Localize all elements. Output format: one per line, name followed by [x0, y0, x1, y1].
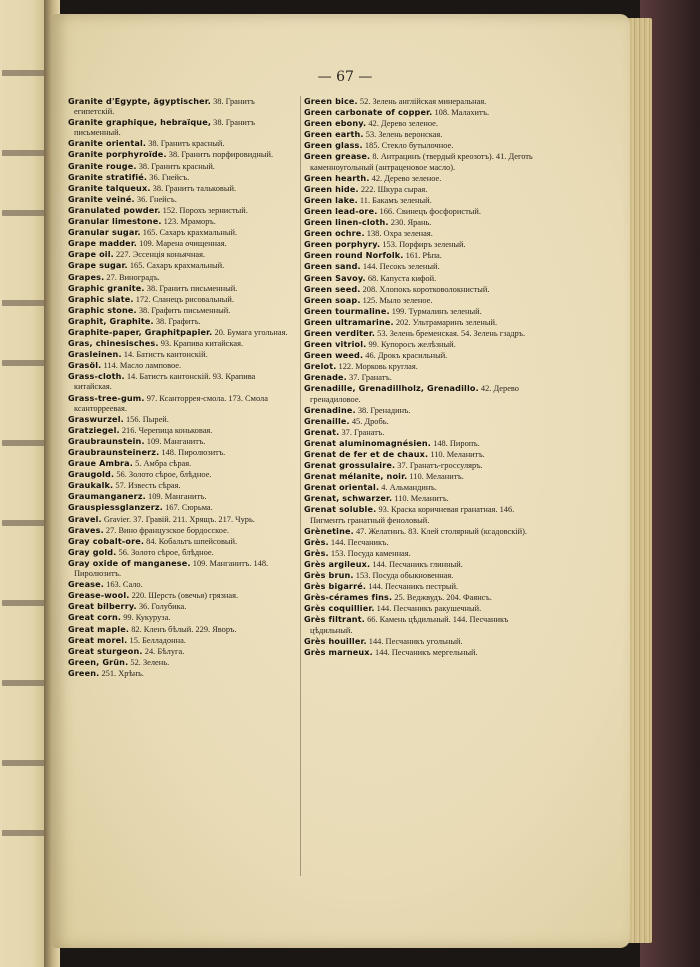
entry-headword: Grenat de fer et de chaux. — [304, 449, 429, 459]
entry-definition: 153. Посуда каменная. — [328, 548, 411, 558]
entry-definition: 216. Черепица коньковая. — [119, 425, 213, 435]
dictionary-entry — [68, 238, 294, 249]
entry-definition: 99. Купоросъ желѣзный. — [366, 340, 456, 350]
entry-definition: 110. Меланитъ. — [392, 494, 449, 504]
dictionary-entry — [68, 635, 294, 646]
entry-definition: 38. Гранитъ письменный. — [74, 118, 255, 138]
entry-definition: 38. Гренадинъ. — [355, 405, 411, 415]
dictionary-entry — [304, 328, 536, 339]
dictionary-entry — [304, 261, 536, 272]
entry-headword: Green bice. — [304, 96, 358, 106]
dictionary-entry — [68, 371, 294, 392]
dictionary-entry — [68, 249, 294, 260]
dictionary-entry — [304, 206, 536, 217]
dictionary-entry — [304, 471, 536, 482]
dictionary-entry — [304, 449, 536, 460]
column-divider — [300, 96, 301, 876]
entry-definition: 185. Стекло бутылочное. — [362, 141, 454, 151]
entry-headword: Green carbonate of copper. — [304, 107, 433, 118]
entry-definition: 109. Манганитъ. — [144, 436, 206, 446]
entry-headword: Grenat mélanite, noir. — [304, 471, 408, 482]
dictionary-entry — [68, 547, 294, 558]
entry-definition: 208. Хлопокъ коротковолокнистый. — [360, 284, 490, 294]
dictionary-entry — [304, 460, 536, 471]
dictionary-entry — [68, 491, 294, 502]
dictionary-entry — [304, 636, 536, 647]
entry-headword: Grènetine. — [304, 525, 354, 536]
entry-headword: Grenat soluble. — [304, 504, 377, 515]
entry-headword: Grenade. — [304, 372, 347, 383]
entry-definition: 144. Песокъ зеленый. — [360, 262, 440, 272]
dictionary-entry — [304, 438, 536, 449]
right-column — [304, 96, 536, 658]
entry-definition: 82. Кленъ бѣлый. 229. Яворъ. — [129, 624, 237, 634]
left-column — [68, 96, 294, 679]
entry-headword: Green verditer. — [304, 327, 376, 338]
entry-headword: Graphic stone. — [68, 304, 137, 315]
dictionary-entry — [68, 601, 294, 612]
entry-definition: 122. Морковь круглая. — [336, 362, 418, 372]
entry-headword: Grenat grossulaire. — [304, 460, 396, 471]
dictionary-entry — [68, 480, 294, 491]
entry-definition: 227. Эссенція коньячная. — [113, 250, 206, 260]
entry-headword: Grape oil. — [68, 249, 114, 260]
dictionary-entry — [304, 570, 536, 581]
entry-definition: 202. Ультрамаринъ зеленый. — [393, 317, 498, 327]
dictionary-entry — [68, 272, 294, 283]
entry-headword: Grès bigarré. — [304, 581, 367, 592]
entry-headword: Grenat oriental. — [304, 482, 380, 493]
dictionary-entry — [68, 558, 294, 579]
entry-definition: 57. Известь сѣрая. — [113, 481, 181, 491]
entry-headword: Granite graphique, hebraïque, — [68, 117, 212, 128]
dictionary-entry — [68, 96, 294, 117]
entry-definition: 97. Ксанторрея-смола. 173. Смола ксанторреевая. — [74, 393, 268, 413]
entry-definition: 37. Гранатъ. — [346, 373, 392, 383]
dictionary-entry — [304, 493, 536, 504]
entry-headword: Green soap. — [304, 294, 361, 305]
entry-definition: 4. Альмандинъ. — [379, 483, 437, 493]
entry-definition: 38. Гранитъ красный. — [146, 139, 225, 149]
entry-headword: Green ultramarine. — [304, 316, 394, 327]
entry-headword: Graubraunsteinerz. — [68, 447, 160, 457]
entry-definition: 110. Меланитъ. — [428, 450, 485, 459]
entry-definition: 144. Песчаникъ угольный. — [366, 636, 463, 646]
entry-definition: 84. Кобальтъ шпейсовый. — [144, 536, 238, 546]
entry-definition: 36. Гнейсъ. — [134, 194, 177, 204]
entry-definition: 66. Камень цѣдильный. 144. Песчаникъ цѣдильный. — [310, 615, 509, 635]
entry-headword: Graphite-paper, Graphitpapier. — [68, 326, 213, 337]
entry-definition: 53. Зелень бременская. 54. Зелень гзадръ. — [375, 328, 526, 338]
dictionary-entry — [68, 316, 294, 327]
entry-headword: Graukalk. — [68, 480, 114, 491]
dictionary-entry — [68, 624, 294, 635]
entry-definition: 153. Порфиръ зеленый. — [380, 240, 466, 250]
dictionary-entry — [68, 161, 294, 172]
entry-headword: Grès brun. — [304, 570, 354, 581]
entry-headword: Green round Norfolk. — [304, 250, 404, 261]
entry-definition: 42. Дерево зеленое. — [369, 173, 442, 183]
entry-definition: 25. Веджвудъ. 204. Фаянсъ. — [392, 593, 492, 603]
dictionary-entry — [304, 151, 536, 172]
dictionary-entry — [68, 514, 294, 525]
dictionary-entry — [304, 107, 536, 118]
entry-headword: Granular sugar. — [68, 227, 141, 238]
entry-headword: Grease-wool. — [68, 590, 130, 601]
entry-headword: Granular limestone. — [68, 216, 162, 227]
entry-headword: Gras, chinesisches. — [68, 338, 159, 349]
dictionary-entry — [68, 149, 294, 160]
dictionary-entry — [304, 581, 536, 592]
entry-definition: 230. Ярань. — [388, 218, 432, 228]
entry-definition: 53. Зелень веронская. — [363, 130, 443, 140]
entry-definition: 114. Масло ламповое. — [101, 361, 182, 371]
entry-headword: Green seed. — [304, 283, 361, 294]
entry-headword: Green Savoy. — [304, 272, 366, 283]
entry-headword: Grenadille, Grenadillholz, Grenadillo. — [304, 383, 479, 394]
entry-definition: 148. Пиропъ. — [431, 438, 480, 448]
dictionary-entry — [304, 295, 536, 306]
dictionary-entry — [68, 305, 294, 316]
entry-headword: Gratziegel. — [68, 424, 120, 435]
dictionary-entry — [68, 393, 294, 414]
entry-headword: Great sturgeon. — [68, 645, 143, 656]
entry-headword: Granulated powder. — [68, 204, 161, 215]
entry-headword: Green hearth. — [304, 172, 370, 183]
dictionary-entry — [68, 458, 294, 469]
dictionary-entry — [304, 537, 536, 548]
dictionary-entry — [68, 338, 294, 349]
entry-headword: Grenaille. — [304, 415, 350, 426]
entry-definition: 56. Золото сѣрое, блѣдное. — [114, 470, 212, 480]
entry-definition: 109. Марена очищенная. — [137, 239, 227, 249]
entry-definition: 20. Бумага угольная. — [212, 327, 288, 337]
dictionary-entry — [68, 425, 294, 436]
dictionary-entry — [304, 306, 536, 317]
entry-definition: 11. Бакамъ зеленый. — [357, 195, 432, 205]
entry-headword: Graumanganerz. — [68, 491, 146, 502]
dictionary-entry — [304, 96, 536, 107]
entry-headword: Graphit, Graphite. — [68, 315, 154, 326]
dictionary-entry — [304, 526, 536, 537]
entry-definition: 222. Шкура сырая. — [358, 184, 428, 194]
entry-definition: 37. Гранатъ-гроссуляръ. — [395, 461, 483, 471]
entry-definition: 24. Бѣлуга. — [142, 646, 185, 656]
entry-headword: Grelot. — [304, 361, 337, 372]
page-number: — 67 — — [317, 69, 373, 85]
entry-definition: 52. Зелень. — [128, 657, 170, 667]
entry-headword: Granite porphyroïde. — [68, 149, 167, 160]
entry-definition: 56. Золото сѣрое, блѣдное. — [116, 547, 214, 557]
dictionary-entry — [304, 372, 536, 383]
entry-definition: 161. Рѣпа. — [403, 251, 442, 261]
dictionary-entry — [304, 504, 536, 525]
entry-definition: 42. Дерево гренадиловое. — [310, 384, 519, 404]
entry-headword: Green porphyry. — [304, 239, 381, 250]
entry-headword: Grass-cloth. — [68, 371, 125, 382]
dictionary-entry — [304, 239, 536, 250]
entry-definition: 125. Мыло зеленое. — [360, 295, 433, 305]
entry-definition: 152. Порохъ зернистый. — [160, 205, 248, 215]
dictionary-entry — [304, 273, 536, 284]
entry-definition: 27. Вино французское бордосское. — [103, 525, 229, 535]
entry-headword: Great bilberry. — [68, 601, 137, 612]
dictionary-entry — [304, 614, 536, 635]
entry-headword: Green. — [68, 667, 100, 678]
entry-headword: Graswurzel. — [68, 413, 124, 424]
entry-definition: 38. Графитъ. — [153, 316, 201, 326]
dictionary-entry — [68, 194, 294, 205]
entry-headword: Green ebony. — [304, 118, 367, 129]
entry-definition: 8. Антрацинъ (твердый креозотъ). 41. Деготь каменноугольный (антраценовое масло). — [310, 152, 533, 172]
entry-headword: Grenat. — [304, 426, 340, 437]
entry-headword: Grès-cérames fins. — [304, 592, 393, 603]
entry-headword: Green sand. — [304, 261, 361, 272]
dictionary-entry — [68, 349, 294, 360]
dictionary-entry — [68, 525, 294, 536]
dictionary-entry — [304, 647, 536, 658]
dictionary-entry — [68, 183, 294, 194]
dictionary-entry — [68, 447, 294, 458]
dictionary-entry — [68, 612, 294, 623]
dictionary-entry — [68, 327, 294, 338]
dictionary-entry — [68, 668, 294, 679]
entry-definition: 144. Песчаникъ. — [328, 537, 389, 547]
entry-headword: Grès coquillier. — [304, 603, 375, 614]
previous-page-edge — [0, 0, 50, 967]
entry-definition: 5. Амбра сѣрая. — [133, 459, 192, 469]
entry-definition: 38. Гранитъ письменный. — [144, 283, 238, 293]
dictionary-entry — [304, 405, 536, 416]
entry-headword: Granite oriental. — [68, 138, 147, 149]
entry-headword: Gray cobalt-ore. — [68, 535, 145, 546]
entry-definition: 110. Меланитъ. — [407, 472, 464, 482]
entry-definition: 42. Дерево зеленое. — [366, 119, 438, 129]
entry-headword: Grease. — [68, 579, 105, 590]
dictionary-entry — [68, 294, 294, 305]
entry-definition: 165. Сахаръ крахмальный. — [127, 261, 225, 271]
entry-headword: Green earth. — [304, 129, 364, 140]
entry-definition: 123. Мраморъ. — [161, 217, 216, 227]
dictionary-entry — [304, 284, 536, 295]
dictionary-entry — [304, 228, 536, 239]
entry-headword: Graue Ambra. — [68, 458, 133, 469]
entry-headword: Green hide. — [304, 183, 359, 194]
dictionary-entry — [304, 350, 536, 361]
dictionary-entry — [304, 217, 536, 228]
dictionary-entry — [68, 172, 294, 183]
entry-definition: 109. Манганитъ. — [145, 492, 207, 502]
dictionary-entry — [304, 427, 536, 438]
entry-headword: Green lake. — [304, 194, 358, 205]
entry-definition: 144. Песчаникъ глинный. — [370, 559, 463, 569]
entry-headword: Green weed. — [304, 350, 364, 361]
entry-definition: 47. Желатинъ. 83. Клей столярный (ксадовскій). — [353, 526, 528, 536]
entry-definition: 199. Турмалинъ зеленый. — [389, 306, 482, 316]
dictionary-entry — [68, 260, 294, 271]
entry-headword: Grès filtrant. — [304, 614, 365, 625]
entry-definition: 251. Хрѣнъ. — [99, 668, 144, 678]
dictionary-entry — [304, 383, 536, 404]
dictionary-entry — [304, 250, 536, 261]
dictionary-entry — [68, 469, 294, 480]
entry-definition: 38. Графитъ письменный. — [136, 305, 231, 315]
dictionary-entry — [304, 195, 536, 206]
entry-definition: 38. Гранитъ египетскій. — [74, 97, 255, 117]
entry-headword: Graubraunstein. — [68, 435, 145, 446]
dictionary-entry — [304, 129, 536, 140]
dictionary-entry — [304, 118, 536, 129]
entry-headword: Green, Grün. — [68, 656, 129, 667]
entry-definition: 163. Сало. — [104, 580, 143, 590]
dictionary-entry — [68, 579, 294, 590]
dictionary-entry — [304, 559, 536, 570]
entry-definition: 99. Кукуруза. — [121, 613, 171, 623]
entry-headword: Grenadine. — [304, 404, 356, 415]
dictionary-entry — [68, 138, 294, 149]
dictionary-entry — [304, 592, 536, 603]
dictionary-entry — [68, 536, 294, 547]
dictionary-entry — [68, 657, 294, 668]
entry-headword: Grasleinen. — [68, 349, 122, 360]
entry-headword: Grenat, schwarzer. — [304, 493, 393, 504]
entry-definition: 167. Сюрьма. — [163, 503, 213, 513]
entry-definition: 93. Краска коричневая гранатная. 146. Пигментъ гранатный феноловый. — [310, 505, 515, 525]
dictionary-entry — [304, 173, 536, 184]
entry-definition: 166. Свинецъ фосфористый. — [377, 206, 481, 216]
entry-definition: 36. Гнейсъ. — [147, 172, 190, 182]
dictionary-entry — [304, 140, 536, 151]
entry-definition: 153. Посуда обыкновенная. — [353, 571, 454, 581]
entry-headword: Grape sugar. — [68, 260, 128, 271]
dictionary-entry — [68, 227, 294, 238]
entry-headword: Green lead-ore. — [304, 205, 378, 216]
dictionary-entry — [68, 216, 294, 227]
dictionary-entry — [304, 361, 536, 372]
dictionary-entry — [304, 482, 536, 493]
entry-headword: Grès marneux. — [304, 646, 373, 657]
entry-headword: Grauspiessglanzerz. — [68, 502, 163, 513]
entry-definition: 144. Песчаникъ мергельный. — [372, 647, 478, 657]
entry-definition: 38. Гранитъ тальковый. — [150, 183, 237, 193]
entry-definition: 38. Гранитъ порфировидный. — [166, 150, 274, 160]
entry-headword: Gray gold. — [68, 546, 117, 557]
entry-headword: Grès argileux. — [304, 558, 371, 569]
entry-definition: 144. Песчаникъ ракушечный. — [374, 604, 482, 614]
dictionary-entry — [68, 205, 294, 216]
entry-headword: Grass-tree-gum. — [68, 392, 145, 403]
entry-definition: 52. Зелень англійская минеральная. — [357, 97, 487, 106]
entry-definition: Gravier. 37. Гравій. 211. Хрящъ. 217. Чурь. — [101, 514, 255, 524]
dictionary-entry — [304, 603, 536, 614]
entry-headword: Graphic slate. — [68, 293, 134, 304]
entry-definition: 14. Батистъ кантонскій. 93. Крапива китайская. — [74, 372, 256, 392]
entry-headword: Gray oxide of manganese. — [68, 557, 191, 568]
entry-definition: 138. Охра зеленая. — [364, 229, 433, 239]
dictionary-entry — [304, 184, 536, 195]
entry-headword: Green vitriol. — [304, 339, 367, 350]
entry-definition: 46. Дрокъ красильный. — [363, 351, 448, 361]
dictionary-entry — [68, 360, 294, 371]
entry-definition: 144. Песчаникъ пестрый. — [366, 582, 459, 592]
entry-headword: Grès. — [304, 547, 329, 558]
entry-headword: Grapes. — [68, 271, 105, 282]
entry-headword: Graugold. — [68, 469, 115, 480]
entry-headword: Green grease. — [304, 151, 371, 162]
entry-headword: Grès houiller. — [304, 635, 367, 646]
entry-definition: 109. Манганитъ. 148. Пиролюзитъ. — [74, 558, 269, 579]
entry-headword: Green linen-cloth. — [304, 217, 389, 228]
entry-headword: Great corn. — [68, 612, 122, 623]
entry-headword: Green tourmaline. — [304, 305, 390, 316]
entry-headword: Gravel. — [68, 513, 102, 524]
entry-headword: Grès. — [304, 536, 329, 547]
dictionary-entry — [68, 436, 294, 447]
entry-definition: 148. Пиролюзитъ. — [159, 448, 226, 457]
entry-definition: 37. Гранатъ. — [339, 427, 385, 437]
entry-definition: 93. Крапива китайская. — [158, 339, 244, 349]
entry-headword: Grasöl. — [68, 360, 102, 371]
entry-definition: 14. Батистъ кантонскій. — [121, 350, 208, 360]
entry-headword: Granite rouge. — [68, 160, 137, 171]
entry-definition: 165. Сахаръ крахмальный. — [140, 228, 238, 238]
entry-headword: Green glass. — [304, 140, 363, 151]
entry-definition: 27. Виноградъ. — [104, 272, 160, 282]
entry-definition: 36. Голубика. — [136, 602, 187, 612]
entry-headword: Great morel. — [68, 634, 128, 645]
entry-definition: 108. Малахитъ. — [432, 108, 490, 118]
entry-definition: 45. Дробь. — [349, 416, 389, 426]
entry-headword: Grenat aluminomagnésien. — [304, 437, 432, 448]
dictionary-entry — [304, 548, 536, 559]
dictionary-entry — [304, 416, 536, 427]
entry-headword: Granite d'Egypte, ägyptischer. — [68, 96, 211, 106]
entry-headword: Grape madder. — [68, 238, 138, 249]
entry-headword: Granite talqueux. — [68, 182, 151, 193]
dictionary-entry — [304, 317, 536, 328]
entry-headword: Granite stratifié. — [68, 171, 148, 182]
dictionary-entry — [68, 414, 294, 425]
entry-definition: 220. Шерсть (овечья) грязная. — [129, 591, 239, 601]
entry-headword: Green ochre. — [304, 228, 365, 239]
dictionary-entry — [68, 502, 294, 513]
dictionary-entry — [304, 339, 536, 350]
entry-definition: 156. Пырей. — [123, 414, 169, 424]
entry-definition: 172. Сланецъ рисовальный. — [133, 294, 234, 304]
entry-definition: 15. Белладонна. — [127, 635, 186, 645]
entry-headword: Granite veiné. — [68, 193, 135, 204]
entry-definition: 38. Гранитъ красный. — [136, 161, 215, 171]
dictionary-entry — [68, 117, 294, 138]
dictionary-entry — [68, 283, 294, 294]
entry-headword: Great maple. — [68, 623, 130, 634]
entry-headword: Graves. — [68, 524, 104, 535]
entry-headword: Graphic granite. — [68, 282, 145, 293]
dictionary-entry — [68, 646, 294, 657]
dictionary-entry — [68, 590, 294, 601]
entry-definition: 68. Капуста кифой. — [365, 273, 437, 283]
